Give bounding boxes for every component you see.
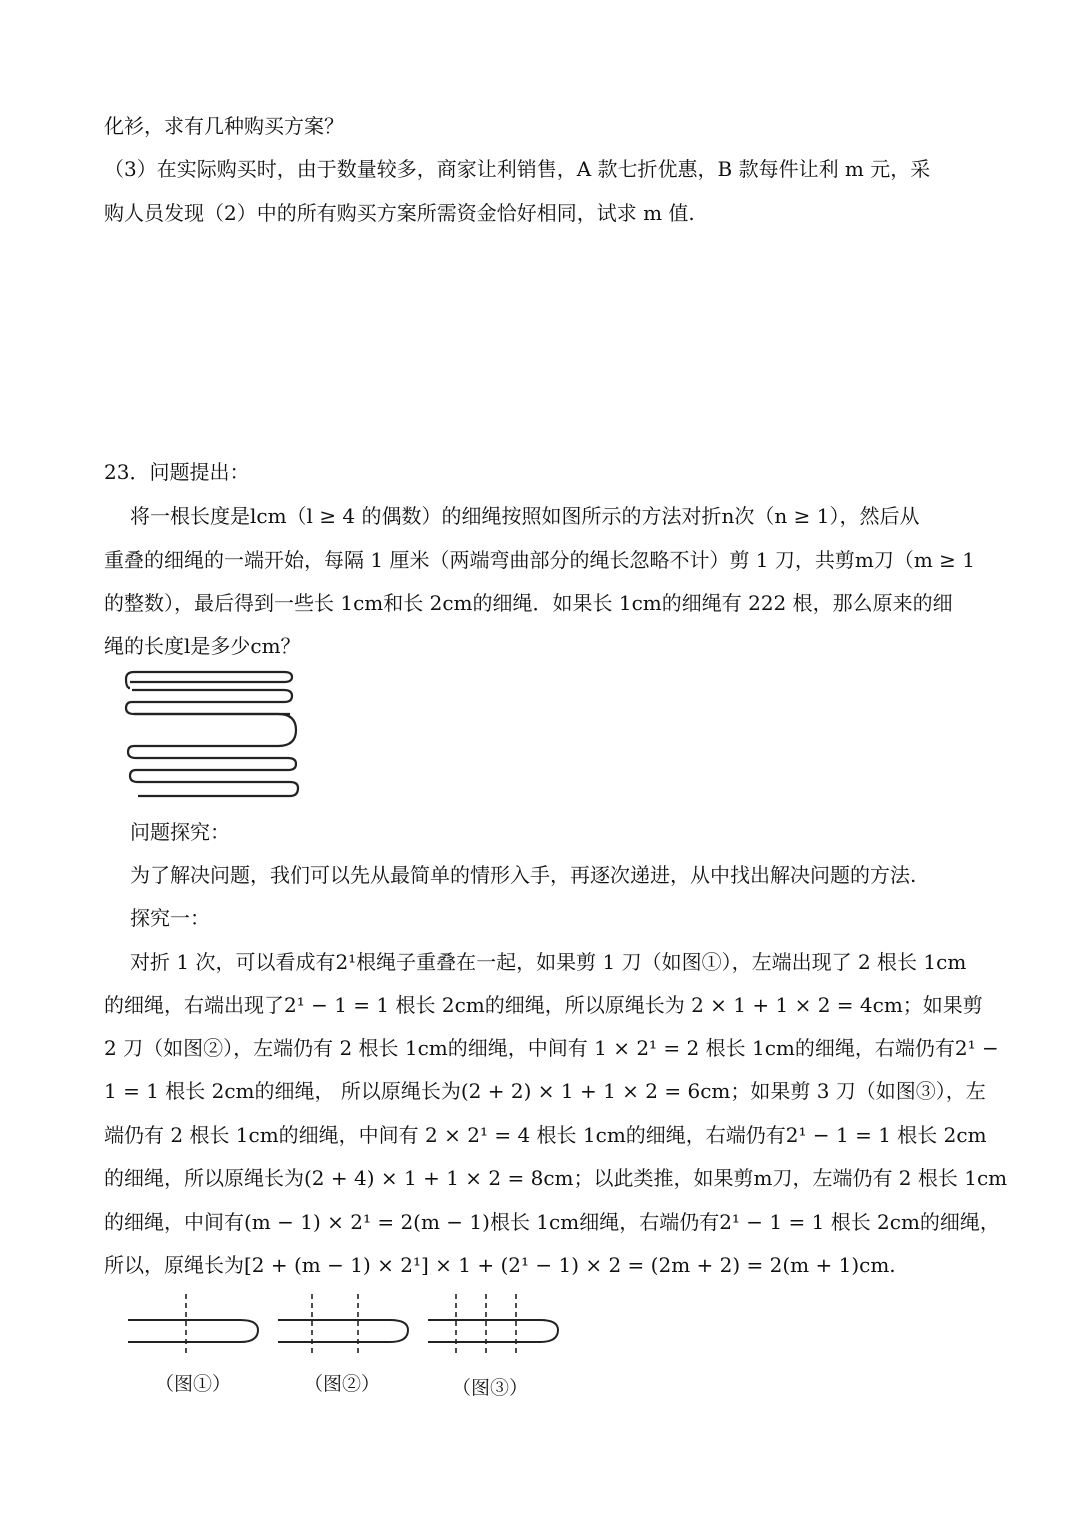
explore-heading: 问题探究： xyxy=(130,820,230,844)
q23-statement-line1: 将一根长度是lcm（l ≥ 4 的偶数）的细绳按照如图所示的方法对折n次（n ≥ 1），然后从 xyxy=(130,504,920,528)
explore-paragraph-line3: 2 刀（如图②），左端仍有 2 根长 1cm的细绳，中间有 1 × 2¹ = 2 根长 1cm的细绳，右端仍有2¹ − xyxy=(104,1036,999,1060)
q22-continuation-line: 化衫，求有几种购买方案？ xyxy=(104,114,344,138)
q23-statement-line2: 重叠的细绳的一端开始，每隔 1 厘米（两端弯曲部分的绳长忽略不计）剪 1 刀，共剪m刀（m ≥ 1 xyxy=(104,548,976,572)
explore-paragraph-line1: 对折 1 次，可以看成有2¹根绳子重叠在一起，如果剪 1 刀（如图①），左端出现了 2 根长 1cm xyxy=(130,950,967,974)
explore-intro: 为了解决问题，我们可以先从最简单的情形入手，再逐次递进，从中找出解决问题的方法. xyxy=(130,863,917,887)
figure-1-one-cut xyxy=(124,1290,264,1360)
explore-paragraph-line2: 的细绳，右端出现了2¹ − 1 = 1 根长 2cm的细绳，所以原绳长为 2 × 1 + 1 × 2 = 4cm；如果剪 xyxy=(104,993,983,1017)
explore-paragraph-line5: 端仍有 2 根长 1cm的细绳，中间有 2 × 2¹ = 4 根长 1cm的细绳，右端仍有2¹ − 1 = 1 根长 2cm xyxy=(104,1123,987,1147)
explore-paragraph-line6: 的细绳，所以原绳长为(2 + 4) × 1 + 1 × 2 = 8cm；以此类推，如果剪m刀，左端仍有 2 根长 1cm xyxy=(104,1166,1008,1190)
explore-sub1-heading: 探究一： xyxy=(130,906,210,930)
q22-part3-line2: 购人员发现（2）中的所有购买方案所需资金恰好相同，试求 m 值. xyxy=(104,201,695,225)
q23-heading: 23．问题提出： xyxy=(104,460,250,484)
figure-3-caption: （图③） xyxy=(452,1377,529,1399)
figure-2-two-cuts xyxy=(274,1290,414,1360)
explore-paragraph-line7: 的细绳，中间有(m − 1) × 2¹ = 2(m − 1)根长 1cm细绳，右端仍有2¹ − 1 = 1 根长 2cm的细绳， xyxy=(104,1210,1000,1234)
explore-paragraph-line8: 所以，原绳长为[2 + (m − 1) × 2¹] × 1 + (2¹ − 1) × 2 = (2m + 2) = 2(m + 1)cm. xyxy=(104,1253,896,1277)
q23-statement-line3: 的整数），最后得到一些长 1cm和长 2cm的细绳．如果长 1cm的细绳有 222 根，那么原来的细 xyxy=(104,591,953,615)
explore-paragraph-line4: 1 = 1 根长 2cm的细绳， 所以原绳长为(2 + 2) × 1 + 1 × 2 = 6cm；如果剪 3 刀（如图③），左 xyxy=(104,1079,986,1103)
figure-1-caption: （图①） xyxy=(155,1373,232,1395)
figure-2-caption: （图②） xyxy=(304,1373,381,1395)
figure-3-three-cuts xyxy=(424,1290,564,1360)
q22-part3-line1: （3）在实际购买时，由于数量较多，商家让利销售，A 款七折优惠，B 款每件让利 m 元，采 xyxy=(104,157,931,181)
q23-statement-line4: 绳的长度l是多少cm？ xyxy=(104,634,301,658)
folded-rope-figure xyxy=(120,664,310,810)
